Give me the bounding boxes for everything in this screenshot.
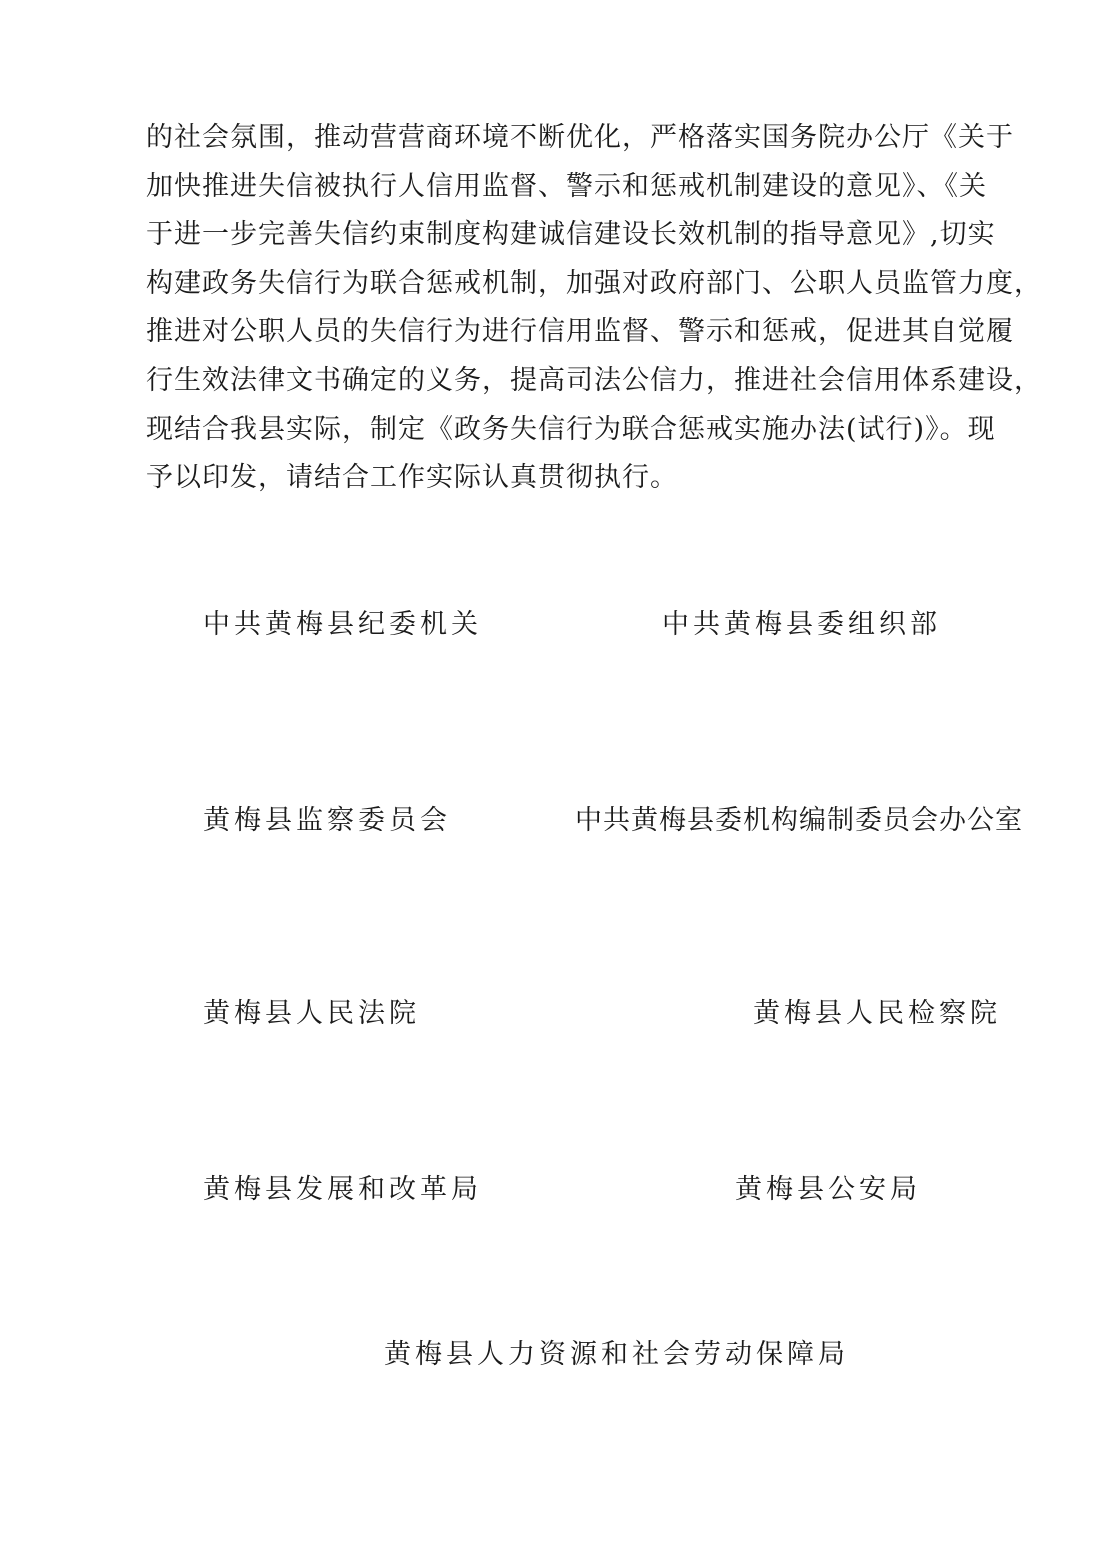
signatory-procuratorate: 黄梅县人民检察院 <box>753 998 1001 1029</box>
signatory-organization-department: 中共黄梅县委组织部 <box>662 609 941 640</box>
body-line: 予以印发，请结合工作实际认真贯彻执行。 <box>146 462 678 494</box>
body-paragraph <box>146 114 1042 503</box>
signatory-supervisory-commission: 黄梅县监察委员会 <box>203 805 451 836</box>
body-line: 行生效法律文书确定的义务，提高司法公信力，推进社会信用体系建设， <box>146 364 1042 396</box>
body-line: 于进一步完善失信约束制度构建诚信建设长效机制的指导意见》,切实 <box>146 219 996 251</box>
signatory-human-resources-bureau: 黄梅县人力资源和社会劳动保障局 <box>384 1339 849 1370</box>
body-line: 推进对公职人员的失信行为进行信用监督、警示和惩戒，促进其自觉履 <box>146 316 1014 348</box>
signatory-public-security-bureau: 黄梅县公安局 <box>735 1174 921 1205</box>
signatory-peoples-court: 黄梅县人民法院 <box>203 998 420 1029</box>
signatory-staffing-office: 中共黄梅县委机构编制委员会办公室 <box>575 805 1023 836</box>
signatory-discipline-commission: 中共黄梅县纪委机关 <box>203 609 482 640</box>
body-line: 的社会氛围，推动营营商环境不断优化，严格落实国务院办公厅《关于 <box>146 122 1014 153</box>
body-line: 构建政务失信行为联合惩戒机制，加强对政府部门、公职人员监管力度， <box>146 267 1042 299</box>
signatory-development-reform-bureau: 黄梅县发展和改革局 <box>203 1174 482 1205</box>
body-line: 现结合我县实际，制定《政务失信行为联合惩戒实施办法(试行)》。现 <box>146 413 996 445</box>
body-line: 加快推进失信被执行人信用监督、警示和惩戒机制建设的意见》、《关 <box>146 170 987 202</box>
